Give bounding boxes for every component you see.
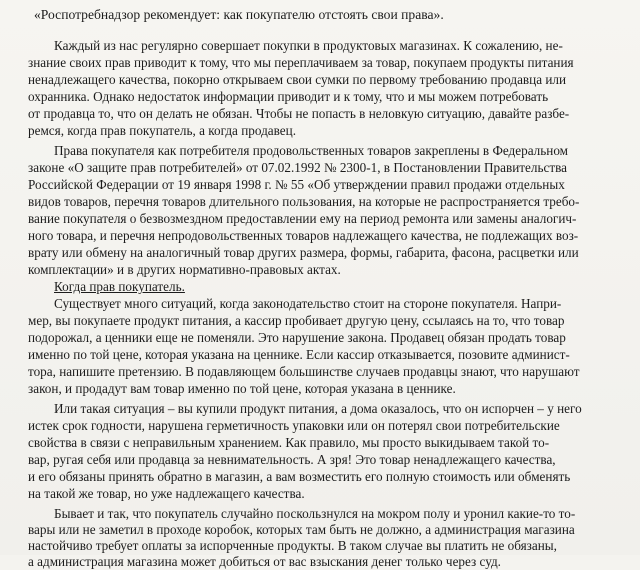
- text-line: Или такая ситуация – вы купили продукт питания, а дома оказалось, что он испорчен – у него: [54, 401, 582, 416]
- text-line: охранника. Однако недостаток информации приводит и к тому, что и мы можем потребовать: [28, 89, 549, 104]
- text-line: Российской Федерации от 19 января 1998 г. № 55 «Об утверждении правил продажи отдельных: [28, 177, 565, 192]
- text-line: подорожал, а ценники еще не поменяли. Это нарушение закона. Продавец обязан продать товар: [28, 330, 566, 345]
- text-line: вары или не заметил в проходе коробок, которых там быть не должно, а администрация магазина: [28, 522, 575, 537]
- text-line: свойства в связи с неправильным хранением. Как правило, мы просто выкидываем такой то-: [28, 435, 550, 450]
- text-line: и его обязаны принять обратно в магазин, а вам возместить его полную стоимость или обменять: [28, 469, 571, 484]
- text-line: Права покупателя как потребителя продовольственных товаров закреплены в Федеральном: [54, 143, 569, 158]
- text-line: Бывает и так, что покупатель случайно поскользнулся на мокром полу и уронил какие-то то-: [54, 506, 576, 521]
- text-line: ного товара, и перечня непродовольственных товаров надлежащего качества, не подлежащих воз-: [28, 228, 579, 243]
- text-line: мер, вы покупаете продукт питания, а кассир пробивает другую цену, ссылаясь на то, что товар: [28, 313, 565, 328]
- text-line: ненадлежащего качества, покорно открываем свои сумки по первому требованию продавца или: [28, 72, 567, 87]
- text-line: врату или обмену на аналогичный товар других размера, формы, габарита, фасона, расцветки или: [28, 245, 579, 260]
- text-line: ремся, когда прав покупатель, а когда продавец.: [28, 123, 296, 138]
- text-line: именно по той цене, которая указана на ценнике. Если кассир отказывается, позовите админист-: [28, 347, 570, 362]
- text-line: вание покупателя о безвозмездном предоставлении ему на период ремонта или замены аналогич-: [28, 211, 577, 226]
- text-line: от продавца то, что он делать не обязан. Чтобы не попасть в неловкую ситуацию, давайте разбе-: [28, 106, 570, 121]
- text-line: законе «О защите прав потребителей» от 07.02.1992 № 2300-1, в Постановлении Правительства: [28, 160, 567, 175]
- text-line: настойчиво требует оплаты за испорченные продукты. В таком случае вы платить не обязаны,: [28, 538, 557, 553]
- text-line: закон, и продадут вам товар именно по той цене, которая указана в ценнике.: [28, 381, 456, 396]
- section-heading: Когда прав покупатель.: [54, 279, 185, 294]
- text-line: видов товаров, перечня товаров длительного пользования, на которые не распространяется требо-: [28, 194, 580, 209]
- document-title: «Роспотребнадзор рекомендует: как покупателю отстоять свои права».: [34, 7, 444, 22]
- text-line: Существует много ситуаций, когда законодательство стоит на стороне покупателя. Напри-: [54, 296, 562, 311]
- text-line: комплектации» и в других нормативно-правовых актах.: [28, 262, 341, 277]
- text-line: истек срок годности, нарушена герметичность упаковки или он потерял свои потребительские: [28, 418, 560, 433]
- text-line: а администрация магазина может добиться от вас взыскания денег только через суд.: [28, 554, 501, 569]
- text-line: вар, ругая себя или продавца за невнимательность. А зря! Это товар ненадлежащего качества,: [28, 452, 556, 467]
- text-line: Каждый из нас регулярно совершает покупки в продуктовых магазинах. К сожалению, не-: [54, 38, 563, 53]
- text-line: знание своих прав приводит к тому, что мы переплачиваем за товар, покупаем продукты питания: [28, 55, 574, 70]
- text-line: на такой же товар, но уже надлежащего качества.: [28, 486, 305, 501]
- text-line: тора, напишите претензию. В подавляющем большинстве случаев продавцы знают, что нарушают: [28, 364, 580, 379]
